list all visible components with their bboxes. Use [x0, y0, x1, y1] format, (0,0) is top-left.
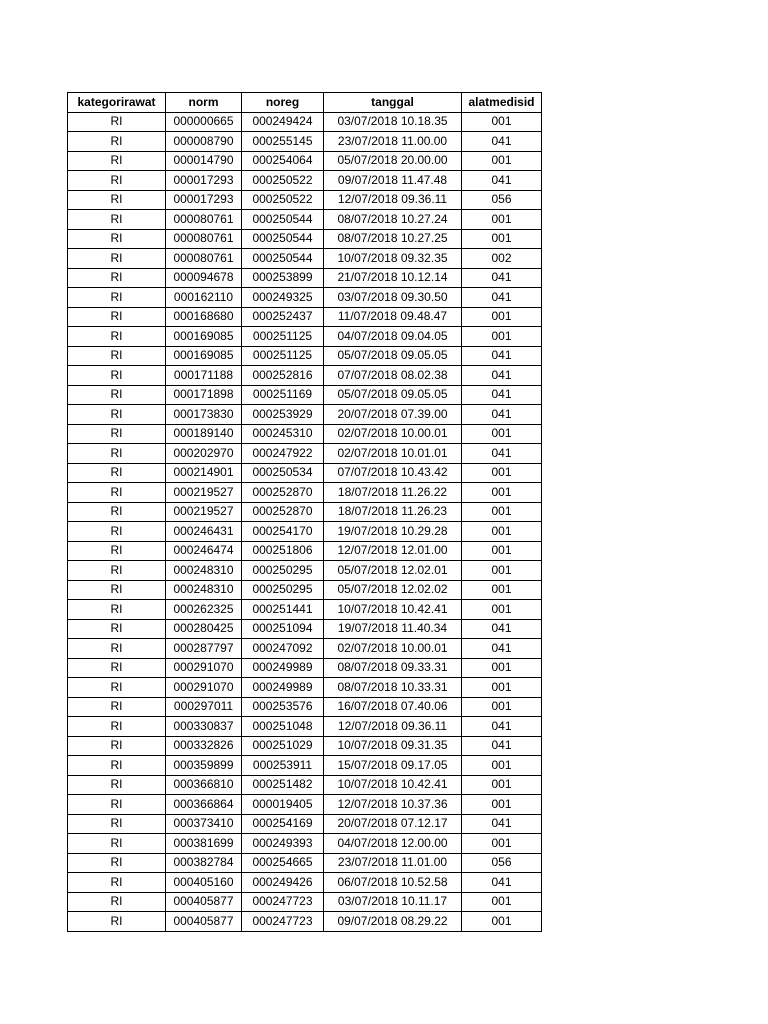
tanggal-cell: 05/07/2018 12.02.01: [324, 561, 462, 581]
alatmedisid-cell: 041: [462, 268, 542, 288]
kategorirawat-cell: RI: [68, 736, 166, 756]
alatmedisid-cell: 001: [462, 483, 542, 503]
tanggal-cell: 08/07/2018 09.33.31: [324, 658, 462, 678]
table-row: [68, 229, 542, 249]
kategorirawat-cell: RI: [68, 327, 166, 347]
table-row: [68, 151, 542, 171]
tanggal-cell: 05/07/2018 20.00.00: [324, 151, 462, 171]
noreg-cell: 000255145: [242, 132, 324, 152]
alatmedisid-cell: 041: [462, 366, 542, 386]
noreg-cell: 000254170: [242, 522, 324, 542]
norm-cell: 000366810: [166, 775, 242, 795]
alatmedisid-cell: 001: [462, 229, 542, 249]
tanggal-cell: 12/07/2018 12.01.00: [324, 541, 462, 561]
norm-cell: 000287797: [166, 639, 242, 659]
noreg-cell: 000249424: [242, 112, 324, 132]
norm-cell: 000248310: [166, 580, 242, 600]
noreg-cell: 000251029: [242, 736, 324, 756]
tanggal-cell: 09/07/2018 11.47.48: [324, 171, 462, 191]
noreg-cell: 000250534: [242, 463, 324, 483]
tanggal-cell: 08/07/2018 10.33.31: [324, 678, 462, 698]
noreg-cell: 000251169: [242, 385, 324, 405]
norm-cell: 000262325: [166, 600, 242, 620]
tanggal-cell: 08/07/2018 10.27.25: [324, 229, 462, 249]
table-row: [68, 268, 542, 288]
noreg-cell: 000251806: [242, 541, 324, 561]
noreg-cell: 000252870: [242, 483, 324, 503]
kategorirawat-cell: RI: [68, 658, 166, 678]
norm-cell: 000382784: [166, 853, 242, 873]
table-row: [68, 502, 542, 522]
alatmedisid-cell: 001: [462, 658, 542, 678]
kategorirawat-cell: RI: [68, 795, 166, 815]
alatmedisid-cell: 001: [462, 775, 542, 795]
noreg-cell: 000251125: [242, 327, 324, 347]
kategorirawat-cell: RI: [68, 424, 166, 444]
alatmedisid-cell: 001: [462, 502, 542, 522]
kategorirawat-cell: RI: [68, 288, 166, 308]
noreg-cell: 000252870: [242, 502, 324, 522]
alatmedisid-cell: 001: [462, 756, 542, 776]
alatmedisid-cell: 001: [462, 678, 542, 698]
noreg-cell: 000254665: [242, 853, 324, 873]
norm-cell: 000000665: [166, 112, 242, 132]
tanggal-cell: 20/07/2018 07.39.00: [324, 405, 462, 425]
tanggal-cell: 09/07/2018 08.29.22: [324, 912, 462, 932]
norm-cell: 000094678: [166, 268, 242, 288]
noreg-cell: 000251441: [242, 600, 324, 620]
tanggal-cell: 18/07/2018 11.26.22: [324, 483, 462, 503]
alatmedisid-cell: 001: [462, 541, 542, 561]
table-row: [68, 697, 542, 717]
norm-cell: 000366864: [166, 795, 242, 815]
tanggal-cell: 19/07/2018 10.29.28: [324, 522, 462, 542]
alatmedisid-cell: 041: [462, 736, 542, 756]
column-header-noreg: noreg: [242, 93, 324, 113]
norm-cell: 000373410: [166, 814, 242, 834]
kategorirawat-cell: RI: [68, 132, 166, 152]
alatmedisid-cell: 002: [462, 249, 542, 269]
norm-cell: 000246474: [166, 541, 242, 561]
norm-cell: 000014790: [166, 151, 242, 171]
alatmedisid-cell: 001: [462, 795, 542, 815]
column-header-tanggal: tanggal: [324, 93, 462, 113]
kategorirawat-cell: RI: [68, 112, 166, 132]
tanggal-cell: 03/07/2018 10.11.17: [324, 892, 462, 912]
alatmedisid-cell: 041: [462, 171, 542, 191]
kategorirawat-cell: RI: [68, 600, 166, 620]
tanggal-cell: 03/07/2018 09.30.50: [324, 288, 462, 308]
alatmedisid-cell: 001: [462, 522, 542, 542]
norm-cell: 000246431: [166, 522, 242, 542]
kategorirawat-cell: RI: [68, 229, 166, 249]
kategorirawat-cell: RI: [68, 814, 166, 834]
kategorirawat-cell: RI: [68, 210, 166, 230]
alatmedisid-cell: 001: [462, 697, 542, 717]
alatmedisid-cell: 041: [462, 619, 542, 639]
header-row: [68, 93, 542, 113]
table-row: [68, 132, 542, 152]
table-row: [68, 853, 542, 873]
table-row: [68, 249, 542, 269]
norm-cell: 000017293: [166, 190, 242, 210]
kategorirawat-cell: RI: [68, 873, 166, 893]
noreg-cell: 000247092: [242, 639, 324, 659]
tanggal-cell: 11/07/2018 09.48.47: [324, 307, 462, 327]
norm-cell: 000008790: [166, 132, 242, 152]
alatmedisid-cell: 041: [462, 132, 542, 152]
norm-cell: 000330837: [166, 717, 242, 737]
norm-cell: 000332826: [166, 736, 242, 756]
kategorirawat-cell: RI: [68, 502, 166, 522]
kategorirawat-cell: RI: [68, 834, 166, 854]
table-row: [68, 483, 542, 503]
tanggal-cell: 08/07/2018 10.27.24: [324, 210, 462, 230]
tanggal-cell: 18/07/2018 11.26.23: [324, 502, 462, 522]
norm-cell: 000297011: [166, 697, 242, 717]
kategorirawat-cell: RI: [68, 619, 166, 639]
tanggal-cell: 05/07/2018 12.02.02: [324, 580, 462, 600]
kategorirawat-cell: RI: [68, 249, 166, 269]
table-row: [68, 775, 542, 795]
noreg-cell: 000251482: [242, 775, 324, 795]
alatmedisid-cell: 041: [462, 385, 542, 405]
table-row: [68, 639, 542, 659]
alatmedisid-cell: 041: [462, 717, 542, 737]
table-row: [68, 658, 542, 678]
table-row: [68, 463, 542, 483]
alatmedisid-cell: 001: [462, 151, 542, 171]
tanggal-cell: 10/07/2018 10.42.41: [324, 775, 462, 795]
kategorirawat-cell: RI: [68, 405, 166, 425]
kategorirawat-cell: RI: [68, 541, 166, 561]
tanggal-cell: 23/07/2018 11.00.00: [324, 132, 462, 152]
table-row: [68, 912, 542, 932]
kategorirawat-cell: RI: [68, 151, 166, 171]
tanggal-cell: 20/07/2018 07.12.17: [324, 814, 462, 834]
norm-cell: 000080761: [166, 249, 242, 269]
alatmedisid-cell: 041: [462, 346, 542, 366]
noreg-cell: 000250544: [242, 210, 324, 230]
alatmedisid-cell: 001: [462, 112, 542, 132]
column-header-norm: norm: [166, 93, 242, 113]
table-row: [68, 873, 542, 893]
table-row: [68, 756, 542, 776]
table-row: [68, 561, 542, 581]
tanggal-cell: 12/07/2018 09.36.11: [324, 717, 462, 737]
table-row: [68, 346, 542, 366]
noreg-cell: 000251125: [242, 346, 324, 366]
kategorirawat-cell: RI: [68, 171, 166, 191]
norm-cell: 000291070: [166, 658, 242, 678]
table-row: [68, 210, 542, 230]
norm-cell: 000169085: [166, 346, 242, 366]
kategorirawat-cell: RI: [68, 580, 166, 600]
table-row: [68, 795, 542, 815]
table-row: [68, 307, 542, 327]
kategorirawat-cell: RI: [68, 639, 166, 659]
alatmedisid-cell: 001: [462, 463, 542, 483]
noreg-cell: 000249989: [242, 678, 324, 698]
noreg-cell: 000250295: [242, 580, 324, 600]
noreg-cell: 000249325: [242, 288, 324, 308]
table-row: [68, 288, 542, 308]
noreg-cell: 000249393: [242, 834, 324, 854]
tanggal-cell: 05/07/2018 09.05.05: [324, 385, 462, 405]
alatmedisid-cell: 001: [462, 834, 542, 854]
tanggal-cell: 10/07/2018 09.31.35: [324, 736, 462, 756]
table-row: [68, 736, 542, 756]
norm-cell: 000291070: [166, 678, 242, 698]
table-row: [68, 190, 542, 210]
alatmedisid-cell: 001: [462, 580, 542, 600]
alatmedisid-cell: 001: [462, 307, 542, 327]
column-header-kategorirawat: kategorirawat: [68, 93, 166, 113]
alatmedisid-cell: 001: [462, 210, 542, 230]
alatmedisid-cell: 001: [462, 600, 542, 620]
noreg-cell: 000252437: [242, 307, 324, 327]
norm-cell: 000202970: [166, 444, 242, 464]
noreg-cell: 000252816: [242, 366, 324, 386]
noreg-cell: 000251048: [242, 717, 324, 737]
norm-cell: 000080761: [166, 229, 242, 249]
kategorirawat-cell: RI: [68, 366, 166, 386]
alatmedisid-cell: 056: [462, 853, 542, 873]
kategorirawat-cell: RI: [68, 892, 166, 912]
noreg-cell: 000250544: [242, 229, 324, 249]
tanggal-cell: 10/07/2018 10.42.41: [324, 600, 462, 620]
tanggal-cell: 19/07/2018 11.40.34: [324, 619, 462, 639]
alatmedisid-cell: 041: [462, 639, 542, 659]
norm-cell: 000168680: [166, 307, 242, 327]
alatmedisid-cell: 001: [462, 892, 542, 912]
noreg-cell: 000249989: [242, 658, 324, 678]
table-row: [68, 619, 542, 639]
table-row: [68, 171, 542, 191]
noreg-cell: 000019405: [242, 795, 324, 815]
tanggal-cell: 03/07/2018 10.18.35: [324, 112, 462, 132]
table-body: [68, 112, 542, 931]
norm-cell: 000405877: [166, 912, 242, 932]
noreg-cell: 000253911: [242, 756, 324, 776]
kategorirawat-cell: RI: [68, 483, 166, 503]
noreg-cell: 000249426: [242, 873, 324, 893]
table-row: [68, 385, 542, 405]
kategorirawat-cell: RI: [68, 385, 166, 405]
tanggal-cell: 12/07/2018 10.37.36: [324, 795, 462, 815]
kategorirawat-cell: RI: [68, 346, 166, 366]
data-table: [67, 92, 542, 932]
table-row: [68, 834, 542, 854]
kategorirawat-cell: RI: [68, 268, 166, 288]
alatmedisid-cell: 041: [462, 288, 542, 308]
tanggal-cell: 02/07/2018 10.01.01: [324, 444, 462, 464]
alatmedisid-cell: 041: [462, 444, 542, 464]
kategorirawat-cell: RI: [68, 853, 166, 873]
tanggal-cell: 12/07/2018 09.36.11: [324, 190, 462, 210]
norm-cell: 000280425: [166, 619, 242, 639]
tanggal-cell: 07/07/2018 10.43.42: [324, 463, 462, 483]
tanggal-cell: 21/07/2018 10.12.14: [324, 268, 462, 288]
table-row: [68, 892, 542, 912]
norm-cell: 000080761: [166, 210, 242, 230]
kategorirawat-cell: RI: [68, 717, 166, 737]
alatmedisid-cell: 056: [462, 190, 542, 210]
kategorirawat-cell: RI: [68, 697, 166, 717]
noreg-cell: 000251094: [242, 619, 324, 639]
noreg-cell: 000247723: [242, 912, 324, 932]
kategorirawat-cell: RI: [68, 561, 166, 581]
alatmedisid-cell: 001: [462, 561, 542, 581]
tanggal-cell: 02/07/2018 10.00.01: [324, 424, 462, 444]
norm-cell: 000171898: [166, 385, 242, 405]
norm-cell: 000169085: [166, 327, 242, 347]
norm-cell: 000219527: [166, 483, 242, 503]
table-row: [68, 405, 542, 425]
tanggal-cell: 04/07/2018 09.04.05: [324, 327, 462, 347]
tanggal-cell: 04/07/2018 12.00.00: [324, 834, 462, 854]
noreg-cell: 000254064: [242, 151, 324, 171]
column-header-alatmedisid: alatmedisid: [462, 93, 542, 113]
kategorirawat-cell: RI: [68, 190, 166, 210]
table-row: [68, 112, 542, 132]
noreg-cell: 000250522: [242, 171, 324, 191]
kategorirawat-cell: RI: [68, 522, 166, 542]
tanggal-cell: 10/07/2018 09.32.35: [324, 249, 462, 269]
noreg-cell: 000253576: [242, 697, 324, 717]
norm-cell: 000171188: [166, 366, 242, 386]
tanggal-cell: 05/07/2018 09.05.05: [324, 346, 462, 366]
table-header: [68, 93, 542, 113]
norm-cell: 000381699: [166, 834, 242, 854]
table-row: [68, 600, 542, 620]
tanggal-cell: 07/07/2018 08.02.38: [324, 366, 462, 386]
table-row: [68, 541, 542, 561]
norm-cell: 000248310: [166, 561, 242, 581]
table-row: [68, 522, 542, 542]
kategorirawat-cell: RI: [68, 912, 166, 932]
alatmedisid-cell: 041: [462, 405, 542, 425]
alatmedisid-cell: 041: [462, 814, 542, 834]
noreg-cell: 000254169: [242, 814, 324, 834]
tanggal-cell: 16/07/2018 07.40.06: [324, 697, 462, 717]
kategorirawat-cell: RI: [68, 678, 166, 698]
norm-cell: 000405160: [166, 873, 242, 893]
noreg-cell: 000245310: [242, 424, 324, 444]
norm-cell: 000405877: [166, 892, 242, 912]
alatmedisid-cell: 001: [462, 424, 542, 444]
alatmedisid-cell: 001: [462, 327, 542, 347]
kategorirawat-cell: RI: [68, 307, 166, 327]
noreg-cell: 000247723: [242, 892, 324, 912]
norm-cell: 000219527: [166, 502, 242, 522]
table-row: [68, 814, 542, 834]
tanggal-cell: 06/07/2018 10.52.58: [324, 873, 462, 893]
table-row: [68, 717, 542, 737]
norm-cell: 000214901: [166, 463, 242, 483]
tanggal-cell: 15/07/2018 09.17.05: [324, 756, 462, 776]
noreg-cell: 000250522: [242, 190, 324, 210]
table-row: [68, 444, 542, 464]
noreg-cell: 000250295: [242, 561, 324, 581]
table-row: [68, 580, 542, 600]
noreg-cell: 000247922: [242, 444, 324, 464]
table-row: [68, 678, 542, 698]
norm-cell: 000162110: [166, 288, 242, 308]
norm-cell: 000173830: [166, 405, 242, 425]
alatmedisid-cell: 001: [462, 912, 542, 932]
kategorirawat-cell: RI: [68, 756, 166, 776]
table-row: [68, 366, 542, 386]
norm-cell: 000017293: [166, 171, 242, 191]
noreg-cell: 000250544: [242, 249, 324, 269]
tanggal-cell: 02/07/2018 10.00.01: [324, 639, 462, 659]
kategorirawat-cell: RI: [68, 775, 166, 795]
noreg-cell: 000253899: [242, 268, 324, 288]
table-row: [68, 424, 542, 444]
tanggal-cell: 23/07/2018 11.01.00: [324, 853, 462, 873]
norm-cell: 000189140: [166, 424, 242, 444]
kategorirawat-cell: RI: [68, 463, 166, 483]
kategorirawat-cell: RI: [68, 444, 166, 464]
alatmedisid-cell: 041: [462, 873, 542, 893]
norm-cell: 000359899: [166, 756, 242, 776]
table-row: [68, 327, 542, 347]
noreg-cell: 000253929: [242, 405, 324, 425]
